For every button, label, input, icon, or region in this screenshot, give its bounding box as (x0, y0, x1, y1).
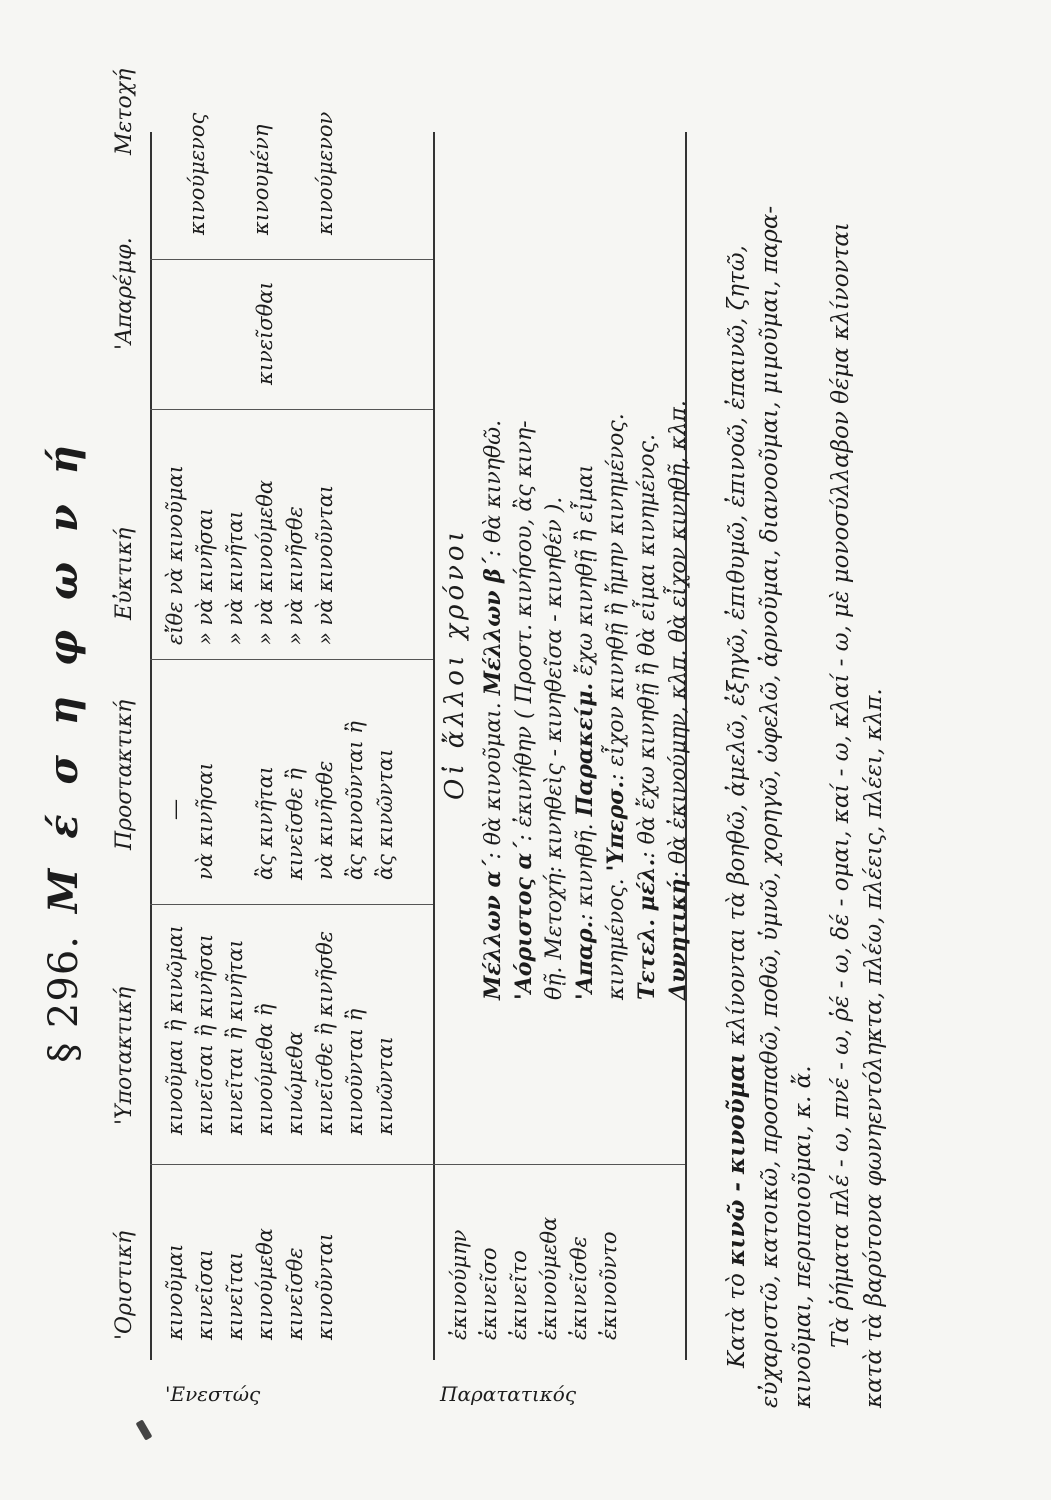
row-label-present: 'Ενεστώς (165, 1382, 261, 1406)
aorist-cont-line: θῇ. Μετοχή: κινηθεὶς - κινηθεῖσα - κινηθέν ). (542, 496, 567, 1000)
header-participle: Μετοχή (112, 68, 137, 155)
present-indicative: κινοῦμαι κινεῖσαι κινεῖται κινούμεθα κινεῖσθε κινοῦνται (163, 1228, 337, 1340)
paragraph-1: Κατὰ τὸ κινῶ - κινοῦμαι κλίνονται τὰ βοηθῶ, ἀμελῶ, ἐξηγῶ, ἐπιθυμῶ, ἐπινοῶ, ἐπαινῶ, ζητῶ, εὐχαριστῶ, κατοικῶ, προσπαθῶ, ποθῶ, ὑμνῶ, χορηγῶ, ὠφελῶ, ἀρνοῦμαι, διανοοῦμαι, μιμοῦμαι, παρα- κινοῦμαι, περιποιοῦμαι, κ. ἄ. (723, 205, 816, 1408)
col-rule (150, 659, 433, 660)
table-top-rule (150, 132, 152, 1360)
ink-mark (136, 1419, 153, 1440)
page-title: § 296.Μ έ σ η φ ω ν ή (40, 437, 87, 1063)
other-tenses-heading: Οἱ ἄλλοι χρόνοι (440, 527, 470, 800)
present-imperative: — νὰ κινῆσαι ἂς κινῆται κινεῖσθε ἢ νὰ κινῆσθε ἂς κινοῦνται ἢ ἂς κινῶνται (163, 721, 397, 880)
col-rule (150, 259, 433, 260)
present-subjunctive: κινοῦμαι ἢ κινῶμαι κινεῖσαι ἢ κινῆσαι κινεῖται ἢ κινῆται κινούμεθα ἢ κινώμεθα κινεῖσθε ἢ κινῆσθε κινοῦνται ἢ κινῶνται (163, 924, 397, 1135)
present-participle: κινούμενος κινουμένη κινούμενον (185, 111, 337, 235)
imperfect-indicative: ἐκινούμην ἐκινεῖσο ἐκινεῖτο ἐκινούμεθα ἐκινεῖσθε ἐκινοῦντο (447, 1216, 621, 1340)
other-tenses-block (478, 400, 694, 1000)
aorist-line: 'Αόριστος α΄: ἐκινήθην ( Προστ. κινήσου, ἂς κινη- (511, 420, 537, 1000)
paragraph-2: Τὰ ῥήματα πλέ - ω, πνέ - ω, ῥέ - ω, δέ - ομαι, καί - ω, κλαί - ω, μὲ μονοσύλλαβον θέμα κλίνονται κατὰ τὰ βαρύτονα φωνηεντόληκτα, πλέω, πλέεις, πλέει, κλπ. (828, 222, 887, 1408)
col-rule (150, 409, 433, 410)
header-imperative: Προστακτική (112, 699, 137, 850)
pluperfect-line: κινημένος. 'Υπερσ.: εἶχον κινηθῇ ἢ ἤμην κινημένος. (603, 413, 629, 1000)
header-indicative: 'Οριστική (112, 1230, 137, 1340)
header-infinitive: 'Απαρέμφ. (112, 237, 137, 350)
perfect-line: 'Απαρ.: κινηθῆ. Παρακείμ. ἔχω κινηθῇ ἢ εἶμαι (572, 464, 598, 1000)
future-line: Μέλλων α΄: θὰ κινοῦμαι. Μέλλων β΄: θὰ κινηθῶ. (480, 419, 506, 1000)
table-mid-rule (433, 132, 435, 1360)
header-optative: Εὐκτική (112, 527, 137, 620)
future-perfect-line: Τετελ. μέλ.: θὰ ἔχω κινηθῇ ἢ θὰ εἶμαι κινημένος. (634, 434, 660, 1000)
col-rule (150, 904, 433, 905)
present-optative: εἴθε νὰ κινοῦμαι » νὰ κινῆσαι » νὰ κινῆται » νὰ κινούμεθα » νὰ κινῆσθε » νὰ κινοῦνται (163, 465, 337, 645)
present-infinitive: κινεῖσθαι (253, 281, 277, 385)
col-rule (433, 1164, 685, 1165)
col-rule (150, 1164, 433, 1165)
conditional-line: Δυνητική: θὰ ἐκινούμην, κλπ. θὰ εἶχον κινηθῆ, κλπ. (665, 400, 691, 1000)
row-label-imperfect: Παρατατικός (440, 1382, 577, 1406)
header-subjunctive: 'Υποτακτική (112, 986, 137, 1125)
